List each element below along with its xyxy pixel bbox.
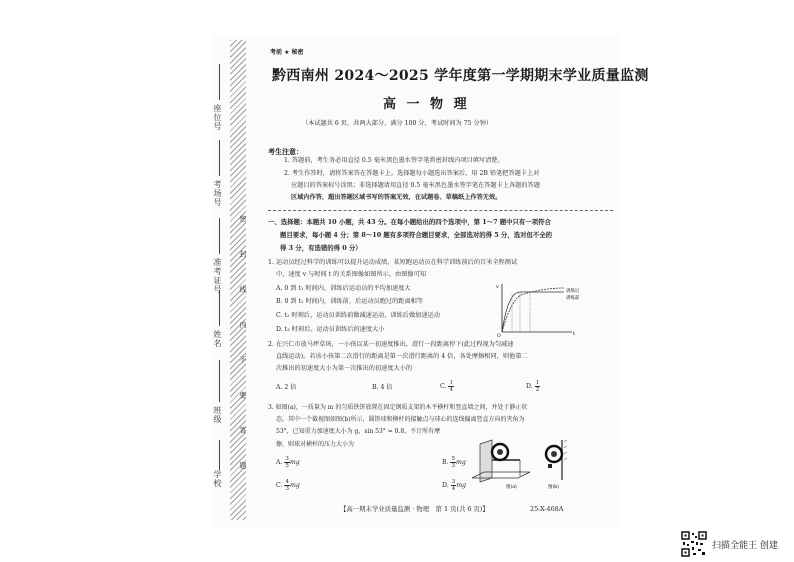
question-1-option-b: B. 0 到 t₂ 时间内，训练前、后运动员跑过的距离相等 [276, 298, 424, 305]
side-line [219, 360, 220, 402]
figure-b-diagram [540, 438, 576, 490]
side-line [219, 140, 220, 176]
question-3-option-a: A. $\frac{3}{5}$ mg [276, 456, 300, 469]
side-line [219, 290, 220, 326]
side-label-name: 姓名 [213, 330, 222, 348]
question-3-stem: 53°，已知重力加速度大小为 g，sin 53° = 0.8，不计所有摩 [276, 428, 441, 435]
question-3-stem: 3. 如图(a)，一质量为 m 的匀质铁饼放置在固定钢质支架的木平横杆和竖直墙之间，并处于静止状 [268, 404, 528, 411]
axis-label-v: v [496, 284, 499, 290]
notice-heading: 考生注意： [268, 148, 303, 156]
notice-item: 应题目的答案标号涂黑；非选择题请用直径 0.5 毫米黑色墨水签字笔在答题卡上各题的答题 [291, 182, 540, 189]
question-1-option-a: A. 0 到 t₁ 时间内，训练后运动员的平均加速度大 [276, 285, 411, 292]
question-1-stem: 1. 运动员经过科学的训练可以提升运动成绩，某短跑运动员在科学训练前后的百米全程测试 [268, 259, 518, 266]
velocity-time-graph [494, 282, 590, 338]
question-2-option-c: C. $\frac{1}{4}$ [440, 380, 453, 393]
side-line [219, 218, 220, 254]
page-footer: 【高一期末学业质量监测 · 物理 第 1 页(共 6 页)】 [340, 505, 489, 513]
section-heading: 题目要求，每小题 4 分；第 8～10 题有多项符合题目要求，全部选对的得 5 分，选对但不全的 [280, 231, 553, 239]
curve-label-before: 训练前 [566, 296, 580, 301]
section-heading: 得 3 分，有选错的得 0 分） [280, 244, 362, 252]
divider [268, 210, 613, 211]
fraction: $\frac{1}{2}$ [535, 380, 540, 393]
question-3-option-d: D. $\frac{3}{4}$ mg [442, 479, 467, 492]
axis-label-t: t [573, 331, 576, 337]
figure-b-caption: 图(b) [548, 485, 559, 490]
question-1-option-d: D. t₃ 时刻后，运动员训练后的速度大小 [276, 326, 385, 333]
exam-title: 黔西南州 2024～2025 学年度第一学期期末学业质量监测 [272, 68, 649, 84]
question-3-stem: 擦，则球对横杆的压力大小为 [276, 441, 355, 448]
secret-mark: 考前 ★ 秘密 [270, 49, 304, 56]
side-label-exam-id: 准考证号 [213, 258, 222, 294]
question-1-option-c: C. t₂ 时刻后，运动员训练前做减速运动，训练后做加速运动 [276, 312, 440, 319]
question-2-stem: 2. 在兴仁市放马坪草场，一小孩以某一初速度推出，滑行一段距离停下(此过程视为匀减速 [268, 341, 514, 348]
exam-meta: （本试题共 6 页，共两大部分，满分 100 分，考试时间为 75 分钟） [302, 120, 493, 127]
question-2-option-b: B. 4 倍 [372, 384, 393, 391]
qr-code-icon [681, 531, 707, 557]
notice-item: 区域内作答，超出答题区域书写的答案无效，在试题卷、草稿纸上作答无效。 [291, 194, 502, 201]
figure-a-caption: 图(a) [506, 485, 517, 490]
question-2-option-d: D. $\frac{1}{2}$ [526, 380, 540, 393]
question-3-option-b: B. $\frac{5}{3}$ mg [442, 456, 466, 469]
question-2-option-a: A. 2 倍 [276, 384, 297, 391]
side-label-school: 学校 [213, 470, 222, 488]
side-line [219, 440, 220, 470]
question-1-stem: 中，速度 v 与时间 t 的关系图像如图所示。由图像可知 [276, 271, 426, 278]
question-2-stem: 次推出的初速度大小为第一次推出的初速度大小的 [276, 365, 413, 372]
question-2-stem: 直线运动)。若该小孩第二次滑行的距离是第一次滑行距离的 4 倍，各处摩擦相同，则他第二 [276, 353, 528, 360]
section-heading: 一、选择题：本题共 10 小题，共 43 分。在每小题给出的四个选项中，第 1～7 题中只有一项符合 [268, 218, 551, 226]
axis-origin: O [497, 334, 501, 338]
side-label-exam-room: 考场号 [213, 180, 222, 207]
question-3-stem: 态。其中一个截视图如图(b)所示，圆饼球和横杆的接触点与球心的连线偏离竖直方向的夹角为 [276, 416, 525, 423]
paper-code: 25-X-468A [530, 505, 564, 513]
binding-warning: 密 封 线 内 不 要 答 题 [239, 215, 247, 482]
side-line [219, 64, 220, 100]
notice-item: 1. 答题前，考生务必用直径 0.5 毫米黑色墨水签字笔将密封线内项目填写清楚。 [284, 157, 504, 164]
curve-label-after: 训练后 [566, 289, 580, 294]
question-3-option-c: C. $\frac{4}{3}$ mg [276, 479, 300, 492]
subject-title: 高 一 物 理 [383, 97, 470, 112]
figure-a-diagram [470, 438, 536, 490]
side-label-seat: 座位号 [213, 104, 222, 131]
scanner-watermark: 扫描全能王 创建 [712, 541, 778, 551]
side-label-class: 班级 [213, 406, 222, 424]
notice-item: 2. 考生作答时，请将答案答在答题卡上。选择题每小题选出答案后，用 2B 铅笔把答题卡上对 [284, 170, 540, 177]
fraction: $\frac{1}{4}$ [449, 380, 453, 393]
